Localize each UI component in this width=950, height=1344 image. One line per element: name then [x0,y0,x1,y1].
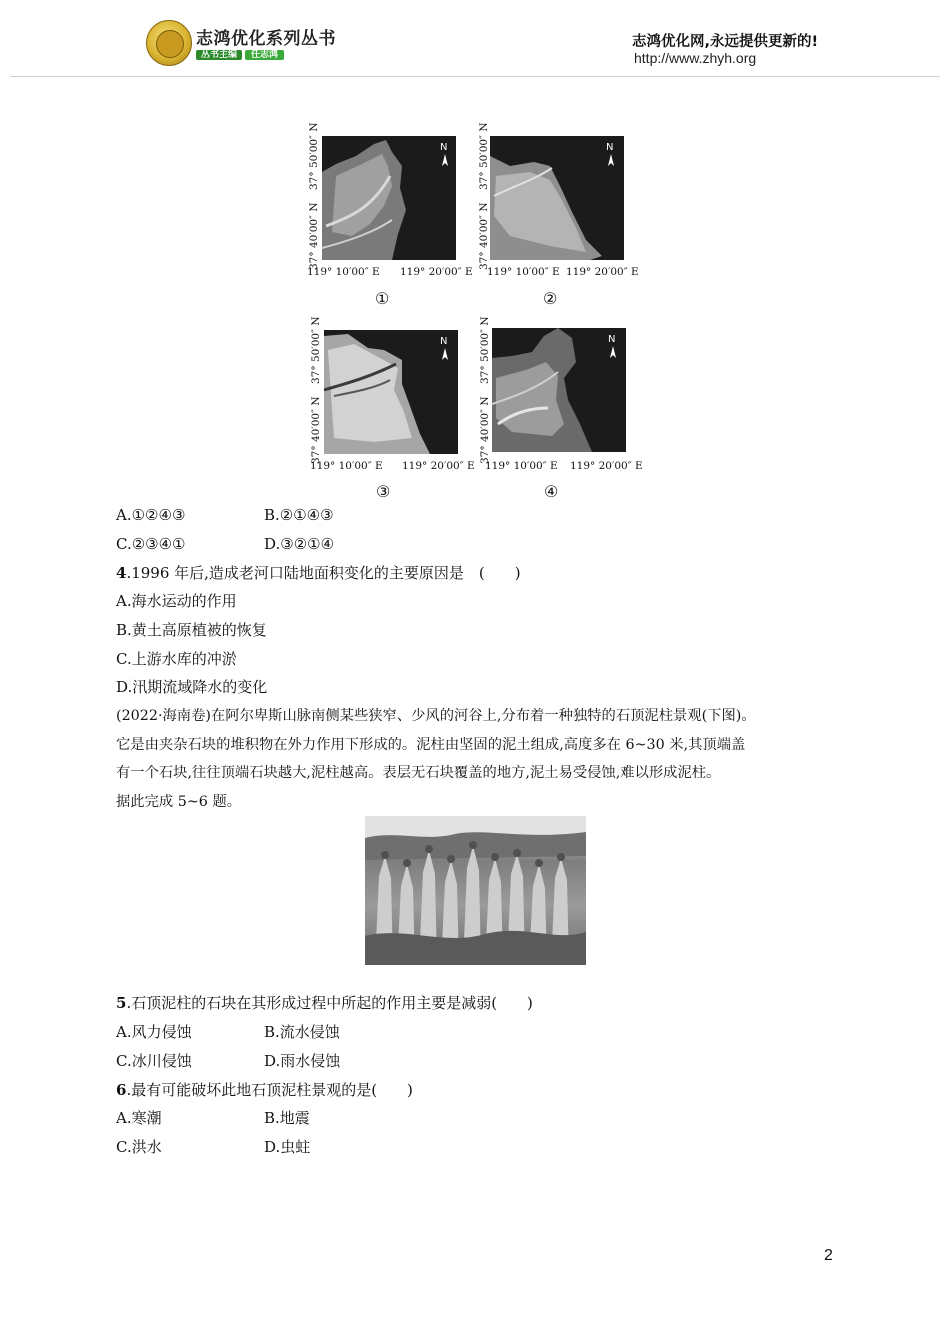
q5-option-a: A.风力侵蚀 [116,1023,192,1041]
passage-line-2: 它是由夹杂石块的堆积物在外力作用下形成的。泥柱由坚固的泥土组成,高度多在 6~30 米,其顶端盖 [116,737,746,753]
map-4-lon-right: 119° 20′00″ E [570,460,643,472]
map-3-number: ③ [376,482,391,501]
map-4-lon-left: 119° 10′00″ E [485,460,558,472]
q6-option-c: C.洪水 [116,1138,162,1156]
map-2-north: N [606,142,614,153]
map-2-lon-left: 119° 10′00″ E [487,266,560,278]
map-3-lon-right: 119° 20′00″ E [402,460,475,472]
map-4-lat-top: 37° 50′00″ N [479,316,491,384]
q6-option-a: A.寒潮 [116,1109,162,1127]
map-4-lat-bottom: 37° 40′00″ N [479,396,491,464]
q4-option-c: C.上游水库的冲淤 [116,650,237,668]
map-1-lon-left: 119° 10′00″ E [307,266,380,278]
site-url[interactable]: http://www.zhyh.org [634,50,757,66]
map-3-lon-left: 119° 10′00″ E [310,460,383,472]
map-2-lat-axis [478,124,490,272]
map-2-lat-top: 37° 50′00″ N [478,122,490,190]
map-4-image [492,328,626,452]
q6-stem [116,1080,413,1100]
north-arrow-icon [442,348,448,360]
q6-text: .最有可能破坏此地石顶泥柱景观的是( ) [126,1081,413,1099]
q6-option-d: D.虫蛀 [264,1138,311,1156]
map-4-lat-axis [479,318,491,466]
page-number: 2 [824,1247,833,1264]
q5-option-b: B.流水侵蚀 [264,1023,340,1041]
q3-option-b: B.②①④③ [264,506,334,524]
map-1-lat-bottom: 37° 40′00″ N [308,202,320,270]
passage-line-1: (2022·海南卷)在阿尔卑斯山脉南侧某些狭窄、少风的河谷上,分布着一种独特的石顶泥柱景观(下图)。 [116,708,756,724]
q5-text: .石顶泥柱的石块在其形成过程中所起的作用主要是减弱( ) [126,994,533,1012]
q5-option-d: D.雨水侵蚀 [264,1052,341,1070]
map-1-lat-top: 37° 50′00″ N [308,122,320,190]
map-4-north: N [608,334,616,345]
map-1-north: N [440,142,448,153]
header-divider [10,76,940,77]
map-3-lat-bottom: 37° 40′00″ N [310,396,322,464]
map-2-lon-right: 119° 20′00″ E [566,266,639,278]
earth-pillar-photo [365,816,586,965]
map-3-lat-axis [310,318,322,466]
map-1-lon-right: 119° 20′00″ E [400,266,473,278]
q4-text: .1996 年后,造成老河口陆地面积变化的主要原因是 ( ) [126,564,521,582]
q4-number: 4 [116,564,127,582]
map-3-lat-top: 37° 50′00″ N [310,316,322,384]
map-3-image [324,330,458,454]
north-arrow-icon [608,154,614,166]
q4-option-d: D.汛期流域降水的变化 [116,678,268,696]
header-tagline: 志鸿优化网,永远提供更新的! [632,34,819,50]
map-1-number: ① [375,289,390,308]
map-1-lat-axis [308,124,320,272]
editor-tag [196,48,284,62]
passage-line-4: 据此完成 5~6 题。 [116,794,242,810]
q6-option-b: B.地震 [264,1109,310,1127]
series-title: 志鸿优化系列丛书 [196,29,336,49]
q5-number: 5 [116,994,127,1012]
map-4-number: ④ [544,482,559,501]
map-2-number: ② [543,289,558,308]
q4-stem [116,563,521,583]
map-2-lat-bottom: 37° 40′00″ N [478,202,490,270]
q3-option-d: D.③②①④ [264,535,335,553]
map-3-north: N [440,336,448,347]
q3-option-c: C.②③④① [116,535,186,553]
map-2-image [490,136,624,260]
north-arrow-icon [442,154,448,166]
q4-option-a: A.海水运动的作用 [116,592,237,610]
passage-line-3: 有一个石块,往往顶端石块越大,泥柱越高。表层无石块覆盖的地方,泥土易受侵蚀,难以形成泥柱。 [116,765,721,781]
north-arrow-icon [610,346,616,358]
map-1-image [322,136,456,260]
q4-option-b: B.黄土高原植被的恢复 [116,621,267,639]
editor-label: 丛书主编 [196,50,242,60]
q5-stem [116,993,533,1013]
q6-number: 6 [116,1081,127,1099]
q5-option-c: C.冰川侵蚀 [116,1052,192,1070]
series-logo [146,20,192,66]
q3-option-a: A.①②④③ [116,506,186,524]
editor-name: 任志鸿 [245,50,284,60]
